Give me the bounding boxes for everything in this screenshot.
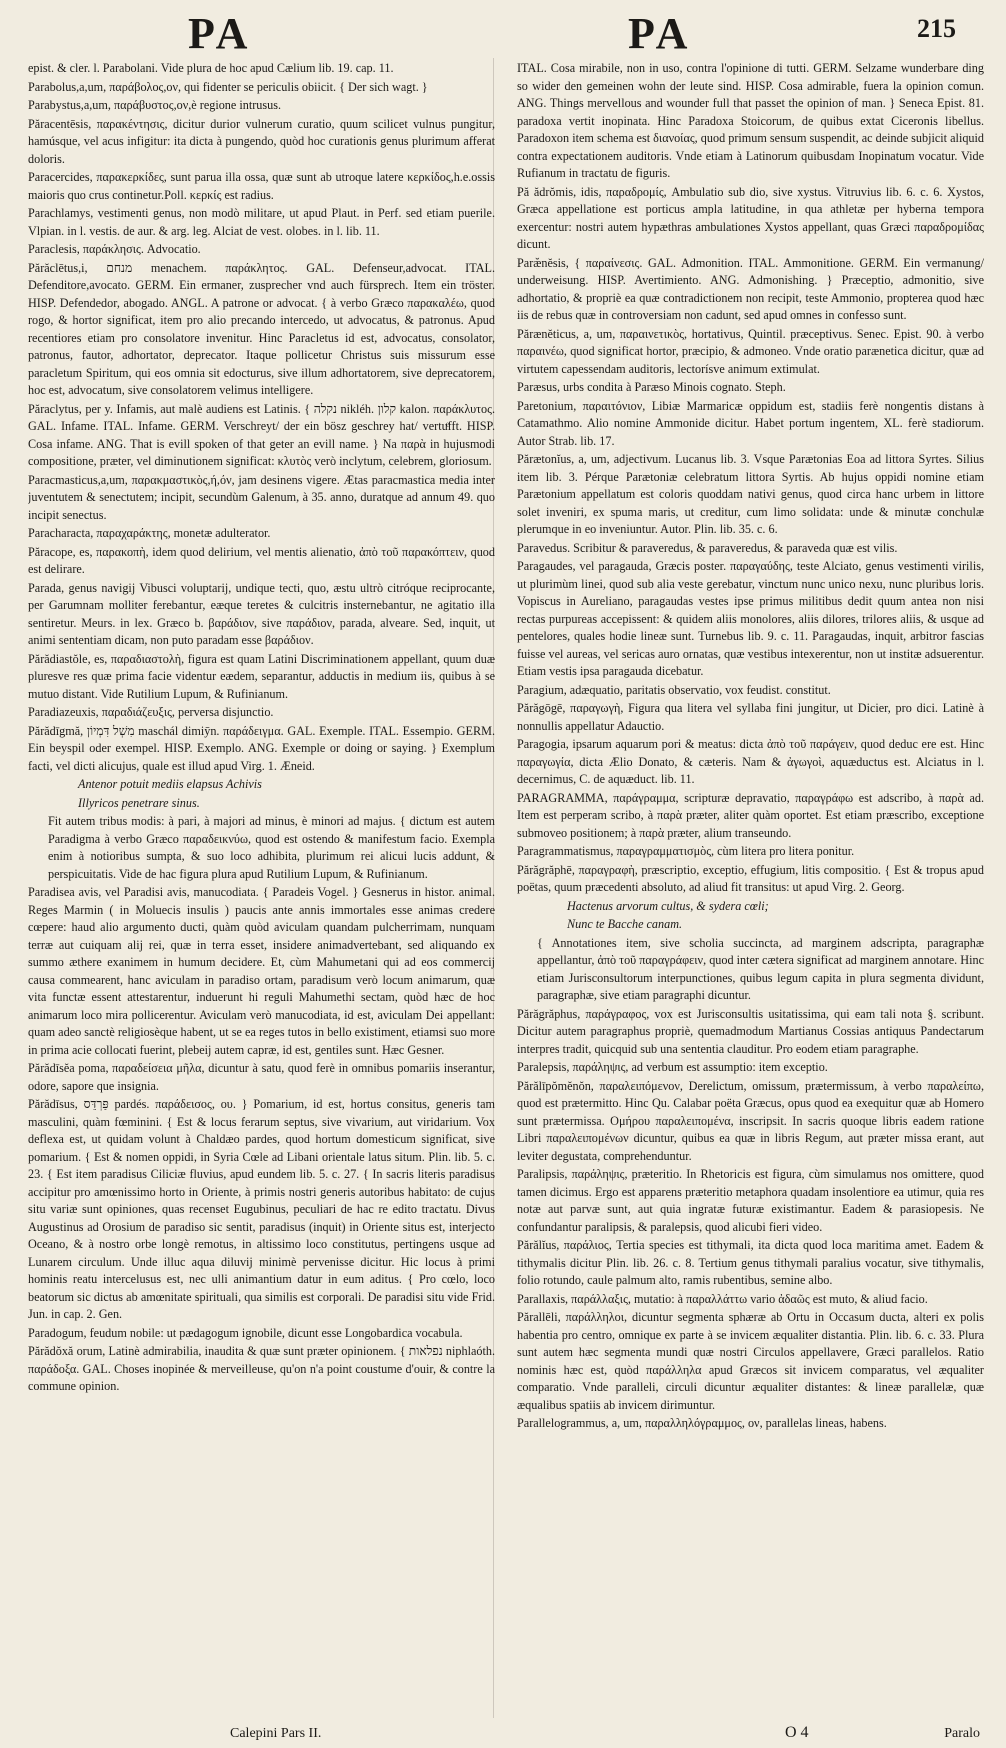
- running-head-right: PA: [628, 9, 692, 58]
- dictionary-entry: Părălīpŏmĕnŏn, παραλειπόμενον, Derelictum, omissum, prætermissum, à verbo παραλείπω, quod est prætermitto. Hinc Qu. Calabar poëta Græcus, opus quod ea exequitur quæ ab Homero sunt prætermissa. Ομήρου παραλειπομένα, inscripsit. In sacris quoque libris eadem ratione Libri παραλειπομένων dicuntur, quibus ea quæ in libris Regum, aut præter missa erant, aut leviter degustata, comprehenduntur.: [517, 1078, 984, 1163]
- dictionary-entry: Paradogum, feudum nobile: ut pædagogum ignobile, dicunt esse Longobardica vocabula.: [28, 1325, 463, 1340]
- dictionary-entry: epist. & cler. l. Parabolani. Vide plura de hoc apud Cælium lib. 19. cap. 11.: [28, 61, 394, 75]
- dictionary-entry: Paragrammatismus, παραγραμματισμὸς, cùm litera pro litera ponitur.: [517, 844, 855, 858]
- dictionary-entry: Părădiastŏle, es, παραδιαστολὴ, figura est quam Latini Discriminationem appellant, quum duæ pluresve res quæ prima facie videntur eædem, separantur, adductis in medium iis, quibus à se mutuo distant. Vide Rutilium Lupum, & Rufinianum.: [28, 651, 495, 701]
- dictionary-entry: Parabystus,a,um, παράβυστος,ον,è regione intrusus.: [28, 98, 281, 112]
- dictionary-entry: Părænĕticus, a, um, παραινετικὸς, hortativus, Quintil. præceptivus. Senec. Epist. 90. à verbo παραινέω, quod significat hortor, præcipio, & admoneo. Vnde oratio parænetica dicitur, quæ ad virtutem capessendam auditoris, lectorísve animum extimulat.: [517, 326, 984, 376]
- dictionary-entry: PARAGRAMMA, παράγραμμα, scripturæ depravatio, παραγράφω est adscribo, à παρὰ ad. Item est perperam scribo, à παρὰ præter, aliter quàm oportet. Est etiam præscribo, exceptione submoveo positionem; à παρὰ præter, alium transeundo.: [517, 790, 984, 840]
- dictionary-entry: Paralepsis, παράληψις, ad verbum est assumptio: item exceptio.: [517, 1060, 828, 1074]
- volume-label: Calepini Pars II.: [230, 1726, 322, 1741]
- verse-line: Antenor potuit mediis elapsus Achivis: [78, 777, 262, 791]
- paragraph: Fit autem tribus modis: à pari, à majori ad minus, è minori ad majus. { dictum est autem Paradigma à verbo Græco παραδεικνύω, quod est ostendo & manifestum facio. Exempla enim à notioribus sumpta, & suo loco adhibita, plurimum rei alicui lucis addunt, & perspicuitatis. Vide de hac figura plura apud Rutilium Lupum, & Rufinianum.: [48, 814, 495, 881]
- dictionary-entry: Paragium, adæquatio, paritatis observatio, vox feudist. constitut.: [517, 682, 831, 697]
- right-column: [517, 60, 984, 1724]
- dictionary-entry: Paragogia, ipsarum aquarum pori & meatus: dicta ἀπὸ τοῦ παράγειν, quod deduc ere est. Hinc παραγωγία, dicta Ælio Donato, & cæteris. Nam & ἀγωγοὶ, aquæductus est. Alciatus in l. decernimus, C. de aquæduct. lib. 11.: [517, 737, 984, 786]
- text-columns: [28, 60, 984, 1724]
- dictionary-entry: Părăgrăphē, παραγραφὴ, præscriptio, exceptio, effugium, litis compositio. { Est & tropus apud poëtas, quum præcedenti absoluto, ad aliud fit transitus: ut apud Virg. 2. Georg.: [517, 862, 984, 894]
- paragraph: { Annotationes item, sive scholia succincta, ad marginem adscripta, paragraphæ appellantur, ἀπὸ τοῦ παραγράφειν, quod inter cætera significat ad marginem annotare. Hinc etiam Jurisconsultorum interpunctiones, quibus legum capita in plura segmenta dividunt, paragraphæ, sive etiam paragraphi dicuntur.: [537, 935, 984, 1002]
- page-footer: [0, 1720, 1006, 1742]
- dictionary-entry: Parabolus,a,um, παράβολος,ον, qui fidenter se periculis obiicit. { Der sich wagt. }: [28, 79, 428, 94]
- dictionary-entry: Parachlamys, vestimenti genus, non modò militare, ut apud Plaut. in Perf. sed etiam puerile. Vlpian. in l. vestis. de aur. & arg. leg. Alciat de vest. olobes. in l. lib. 11.: [28, 206, 495, 238]
- dictionary-entry: Paralipsis, παράληψις, præteritio. In Rhetoricis est figura, cùm simulamus nos omittere, quod tamen dicimus. Ergo est apparens præteritio metaphora quadam insolentiore ea utimur, quia res notæ aut parvæ sunt, aut quia ingratæ futuræ existimantur. Eadem & parasiopesis. Ne confundantur paralipsis, & paralepsis, quod alicubi fieri video.: [517, 1167, 984, 1234]
- dictionary-entry: Parallaxis, παράλλαξις, mutatio: à παραλλάττω vario ἀδαῶς est muto, & aliud facio.: [517, 1291, 928, 1306]
- dictionary-entry: Paravedus. Scribitur & paraveredus, & paraveredus, & paraveda quæ est vilis.: [517, 540, 898, 555]
- dictionary-entry: Părăgrăphus, παράγραφος, vox est Jurisconsultis usitatissima, qui eam tali nota §. scribunt. Dicitur autem paragraphus propriè, quemadmodum Martianus Cossias antiquus Pandectarum interpres tradit, quicquid sub una sententia clauditur. Pro eodem etiam paragraphe.: [517, 1006, 984, 1056]
- page-number: 215: [917, 14, 956, 43]
- verse-line: Hactenus arvorum cultus, & sydera cœli;: [567, 898, 769, 913]
- dictionary-entry: Păraclytus, per y. Infamis, aut malè audiens est Latinis. { נקלה nikléh. קלון kalon. παράκλυτος. GAL. Infame. ITAL. Infame. GERM. Verschreyt/ der ein bösz geschrey hat/ vertuͤfft. HISP. Cosa infame. ANG. That is evill spoken of that geter an evill name. } Na παρὰ in hujusmodi compositione, præter, vel diminutionem significat: κλυτὸς verò inclytum, celebrem, gloriosum.: [28, 401, 495, 468]
- dictionary-entry: Paretonium, παραιτόνιον, Libiæ Marmaricæ oppidum est, stadiis ferè nongentis distans à Catamathmo. Alio nomine Ammonide dicitur. Habet portum ingentem, XL. ferè stadiorum. Autor Strab. lib. 17.: [517, 398, 984, 448]
- dictionary-entry: Părădīsĕa poma, παραδείσεια μῆλα, dicuntur à satu, quod ferè in omnibus pomariis inserantur, odore, sapore que insignia.: [28, 1061, 495, 1093]
- catchword: Paralo: [944, 1726, 980, 1741]
- dictionary-entry: Părallēli, παράλληλοι, dicuntur segmenta sphæræ ab Ortu in Occasum ducta, alteri ex polis habentia pro centro, omnique ex parte à se invicem æqualiter distantia. Plin. lib. 6. c. 33. Plura sunt autem hæc segmenta mundi quæ nostri Circulos appellavere, Græci parallelos. Ratio nominis hæc est, quòd παράλληλα apud Græcos sit invicem comparatus, vel æqualiter comparatio. Vnde paralleli, circuli dicuntur æqualiter distantes: & lineæ parallelæ, quæ æqualibus spatiis ab invicem dirimuntur.: [517, 1310, 984, 1412]
- verse-line: Nunc te Bacche canam.: [567, 917, 683, 931]
- dictionary-entry: Paræ̆nĕsis, { παραίνεσις. GAL. Admonition. ITAL. Ammonitione. GERM. Ein vermanung/ underweisung. HISP. Avertimiento. ANG. Admonishing. } Præceptio, admonitio, sive adhortatio, & propriè ea quæ contradictionem non recipit, teste Ammonio, propterea quod hæc iis de rebus quæ in controversiam non cadunt, sed apud omnes in confesso sunt.: [517, 255, 984, 322]
- dictionary-entry: Paradiazeuxis, παραδιάζευξις, perversa disjunctio.: [28, 705, 274, 719]
- dictionary-entry: Paræsus, urbs condita à Paræso Minois cognato. Steph.: [517, 380, 786, 394]
- dictionary-entry: Pă ădrŏmis, idis, παραδρομίς, Ambulatio sub dio, sive xystus. Vitruvius lib. 6. c. 6. Xystos, Græca appellatione est porticus ampla latitudine, in qua athletæ per hyberna tempora exercentur: nostri autem hypæthras ambulationes Xystos appellant, quas Græci παραδρομίδας dicunt.: [517, 184, 984, 251]
- dictionary-entry: Paracercides, παρακερκίδες, sunt parua illa ossa, quæ sunt ab utroque latere κερκίδος,h.e.ossis maioris quo crus continetur.Poll. κερκίς est radius.: [28, 170, 495, 202]
- dictionary-entry: Parallelogrammus, a, um, παραλληλόγραμμος, ον, parallelas lineas, habens.: [517, 1416, 887, 1430]
- dictionary-entry: Păracope, es, παρακοπὴ, idem quod delirium, vel mentis alienatio, ἀπὸ τοῦ παρακόπτειν, quod est delirare.: [28, 544, 495, 576]
- dictionary-entry: Păracentēsis, παρακέντησις, dicitur durior vulnerum curatio, quum scilicet vulnus pungitur, hamúsque, vel acus infigitur: ita dicta à pungendo, quòd hoc curationis genus plurimum afferat doloris.: [28, 116, 495, 166]
- dictionary-entry: Părădīgmă, מִשְׁל דִּמְיוֹן maschál dimiȳn. παράδειγμα. GAL. Exemple. ITAL. Essempio. GERM. Ein beyspil oder exempel. HISP. Exemplo. ANG. Exemple or doing or saying. } Exemplum facti, vel dicti alicujus, quale est illud apud Virg. 1. Æneid.: [28, 723, 495, 773]
- dictionary-entry: Parada, genus navigij Vibusci voluptarij, undique tecti, quo, æstu ultrò citróque reciprocante, per Garumnam molliter ferebantur, eæque teretes & culcitris insternebantur, ne agitatio illa sentiretur. Meurs. in lex. Græco b. βαράδιον, sive παράδιον, parada, alveare. Sed, inquit, ut animi sententiam dicam, non puto paradam esse βαράδιον.: [28, 580, 495, 647]
- dictionary-entry: Paracharacta, παραχαράκτης, monetæ adulterator.: [28, 526, 271, 540]
- dictionary-entry: Părăgōgē, παραγωγὴ, Figura qua litera vel syllaba fini jungitur, ut Dicier, pro dici. Latinè à nonnullis appellatur Adauctio.: [517, 701, 984, 733]
- verse-line: Illyricos penetrare sinus.: [78, 795, 200, 810]
- dictionary-entry: Părălĭus, παράλιος, Tertia species est tithymali, ita dicta quod loca maritima amet. Eadem & tithymalis dicitur Plin. lib. 26. c. 8. Tertium genus tithymali paralius vocatur, sive tithymalis, folio rotundo, caule palmum alto, ramis rubentibus, semine albo.: [517, 1238, 984, 1287]
- running-head-left: PA: [188, 9, 252, 58]
- dictionary-entry: Paraclesis, παράκλησις. Advocatio.: [28, 242, 201, 256]
- dictionary-entry: Paragaudes, vel paragauda, Græcis poster. παραγαύδης, teste Alciato, genus vestimenti virilis, ut plurimùm linei, quod sub alia veste gerebatur, vinctum nunc unico nexu, nunc pluribus loris. Vopiscus in Aureliano, paragaudas vestes ipse primus militibus dedit quum antea non nisi rectas purpureas accepissent: & quidem aliis monolores, aliis dilores, trilores aliis, & usque ad pentelores, quales hodie lineæ sunt. Turnebus lib. 9. c. 11. Paragaudas, inquit, arbitror fascias fuisse vel aureas, vel sericas auro ornatas, quæ vestibus intexerentur, non ut institæ adsuerentur. Etiam vestis ipsa paragauda dicebatur.: [517, 559, 984, 678]
- dictionary-entry: Părætonĭus, a, um, adjectivum. Lucanus lib. 3. Vsque Parætonias Eoa ad littora Syrtes. Silius item lib. 3. Pérque Parætoniæ celebratum littora Syrtis. Ab hujus oppidi nomine etiam Parætonium appellatum est coloris quoddam nativi genus, quod circa hanc urbem in littore solet inveniri, ex spuma maris, ut creditur, cum limo solidata: unde & minutæ conchulæ plerumque in eo inveniuntur. Autor. Plin. lib. 35. c. 6.: [517, 452, 984, 536]
- dictionary-entry: Părăclētus,i, מנחם menachem. παράκλητος. GAL. Defenseur,advocat. ITAL. Defenditore,avocato. GERM. Ein ermaner, zusprecher vnd auch fürsprech. Item ein tröster. HISP. Defendedor, abogado. ANGL. A patrone or advocat. { à verbo Græco παρακαλέω, quod rogo, & hortor significat, item pro alio precando intercedo, ut advocatus, & patronus. Apud recentiores etiam pro consolatore invenitur. Hinc Paracletus id est, advocatus, consolator, patronus, fautor, adhortator, deprecator. Itaque pollicetur Christus suis missurum esse paracletum Spiritum, qui eos omnia sit edocturus, sive illum adhortatorem, sive deprecatorem, hoc est, advocatum, sive consolatorem velimus intelligere.: [28, 260, 495, 397]
- dictionary-entry: Paracmasticus,a,um, παρακμαστικὸς,ή,όν, jam desinens vigere. Ætas paracmastica media inter juventutem & senectutem; incipit, secundùm Galenum, à 35. anno, duratque ad annum 49. quo incipit senectus.: [28, 472, 495, 522]
- dictionary-entry: Părădīsus, פַּרְדֵּס pardés. παράδεισος, ου. } Pomarium, id est, hortus consitus, generis tam masculini, quàm fœminini. { Est & locus ferarum septus, sive vivarium, aut viridarium. Vox deflexa est, ut quidam volunt à Chaldæo pardes, quod hortum domesticum significat, sive pomarium. { Est & nomen oppidi, in Syria Cœle ad Libani orientale latus situm. Plin. lib. 5. c. 23. { Est item paradisus Ciliciæ fluvius, apud eundem lib. 5. c. 27. { In sacris literis paradisus accipitur pro amœnissimo horto in Oriente, à primis nostri generis autoribus habitato: de cujus situ variæ sunt opiniones, quas recenset Eugubinus, peculiari de hac re edito tractatu. Divus Augustinus ad Orosium de paradiso sic sentit, paradisus (inquit) in Oriente situs est, interjecto Oceano, & à nostro orbe longè remotus, in altissimo loco constitutus, pertingens usque ad Lunarem circulum. Unde illuc aqua diluvij minimè pervenisse dicitur. Hic locus à primi hominis reatu intercelusus est, nec ulli animantium datur in eum aditus. { Pro cœlo, loco beatorum sic dictus ab amœnitate spirituali, qua similis est corporali. De paradisi situ vide Frid. Jun. in cap. 2. Gen.: [28, 1097, 495, 1321]
- dictionary-entry: Părădŏxă orum, Latinè admirabilia, inaudita & quæ sunt præter opinionem. { נפלאות niphlaóth. παράδοξα. GAL. Choses inopinée & merveilleuse, qu'on n'a point coustume d'ouir, & contre la commune opinion.: [28, 1344, 495, 1393]
- signature-mark: O 4: [785, 1724, 809, 1741]
- dictionary-entry: Paradisea avis, vel Paradisi avis, manucodiata. { Paradeis Vogel. } Gesnerus in histor. animal. Reges Marmin ( in Moluecis insulis ) paucis ante annis immortales esse animas credere cœpere: haud alio argumento ducti, quàm quòd aviculam quandam pulcherrimam, nunquam terræ aut cuiquam alij rei, quæ in terra esset, insidere animadvertebant, sed aliquando ex summo æthere exanimem in humum decidere. Et, cùm Mahumetani qui ad eos commercij causa commearent, hanc aviculam in paradiso ortam, paradisum verò locum animarum, quæ vita functæ essent attestarentur, induerunt hi reguli Mahumethi sectam, quòd hæc de hoc animarum loco mira pollicerentur. Aviculam verò manucodiata, id est, aviculam Dei appellant: quam adeo sanctè religiosèque habent, ut se ea reges tutos in bello existiment, etiamsi suo more in prima acie collocati fuerint, plebeij autem capræ, id est, gentiles sunt. Hæc Gesner.: [28, 885, 495, 1057]
- left-column: [28, 60, 495, 1724]
- dictionary-entry: ITAL. Cosa mirabile, non in uso, contra l'opinione di tutti. GERM. Selzame wunderbare ding so wider den gemeinen wohn der leute sind. HISP. Cosa admirable, fuera la opinion comun. ANG. Things mervellous and wounder full that passet the opinion of man. } Seneca Epist. 81. paradoxa vertit inopinata. Hinc Paradoxa Stoicorum, de quibus extat Ciceronis libellus. Paradoxon item schema est διανοίας, quod primum sensum suspendit, ac deinde subjicit aliquid contra expectationem auditoris. Vnde etiam à Latinorum quibusdam Inopinatum vocatur. Vide Rufianum in tractatu de figuris.: [517, 61, 984, 180]
